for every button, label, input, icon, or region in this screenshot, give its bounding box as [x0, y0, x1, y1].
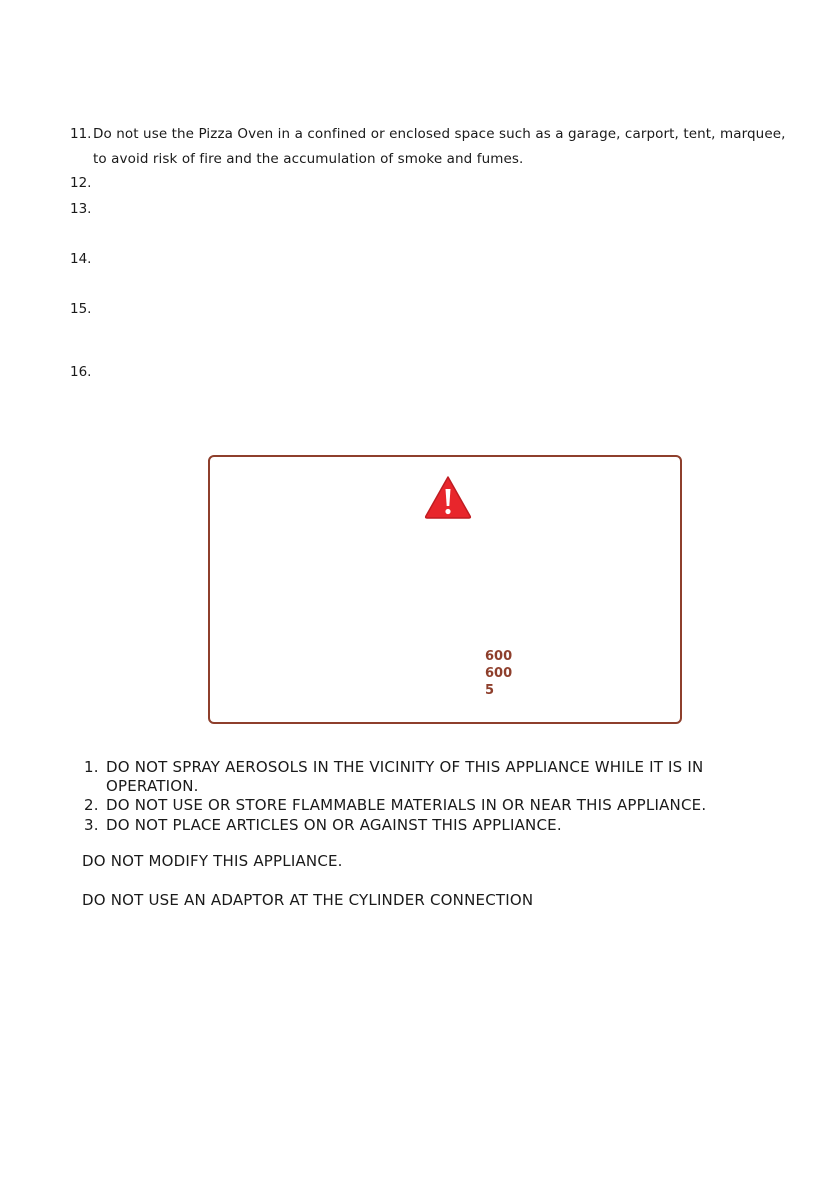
item-number: 15. [70, 301, 92, 317]
item-number: 12. [70, 175, 92, 191]
caution-number: 1. [84, 758, 99, 776]
caution-item-2: DO NOT USE OR STORE FLAMMABLE MATERIALS IN OR NEAR THIS APPLIANCE. [106, 796, 707, 814]
distance-value: 600 [485, 666, 513, 681]
warning-triangle-icon [423, 474, 473, 520]
item-number: 14. [70, 251, 92, 267]
caution-item-1-line-2: OPERATION. [106, 777, 199, 795]
modify-warning: DO NOT MODIFY THIS APPLIANCE. [82, 852, 343, 870]
item-number: 16. [70, 364, 92, 380]
caution-number: 3. [84, 816, 99, 834]
item-11-line-2: to avoid risk of fire and the accumulation of smoke and fumes. [93, 151, 524, 167]
item-number: 13. [70, 201, 92, 217]
item-number: 11. [70, 126, 92, 142]
caution-number: 2. [84, 796, 99, 814]
caution-item-3: DO NOT PLACE ARTICLES ON OR AGAINST THIS APPLIANCE. [106, 816, 562, 834]
distance-value: 5 [485, 683, 495, 698]
item-11-line-1: Do not use the Pizza Oven in a confined or enclosed space such as a garage, carport, tent, marquee, [93, 126, 786, 142]
distance-value: 600 [485, 649, 513, 664]
caution-item-1-line-1: DO NOT SPRAY AEROSOLS IN THE VICINITY OF THIS APPLIANCE WHILE IT IS IN [106, 758, 704, 776]
adaptor-warning: DO NOT USE AN ADAPTOR AT THE CYLINDER CONNECTION [82, 891, 534, 909]
